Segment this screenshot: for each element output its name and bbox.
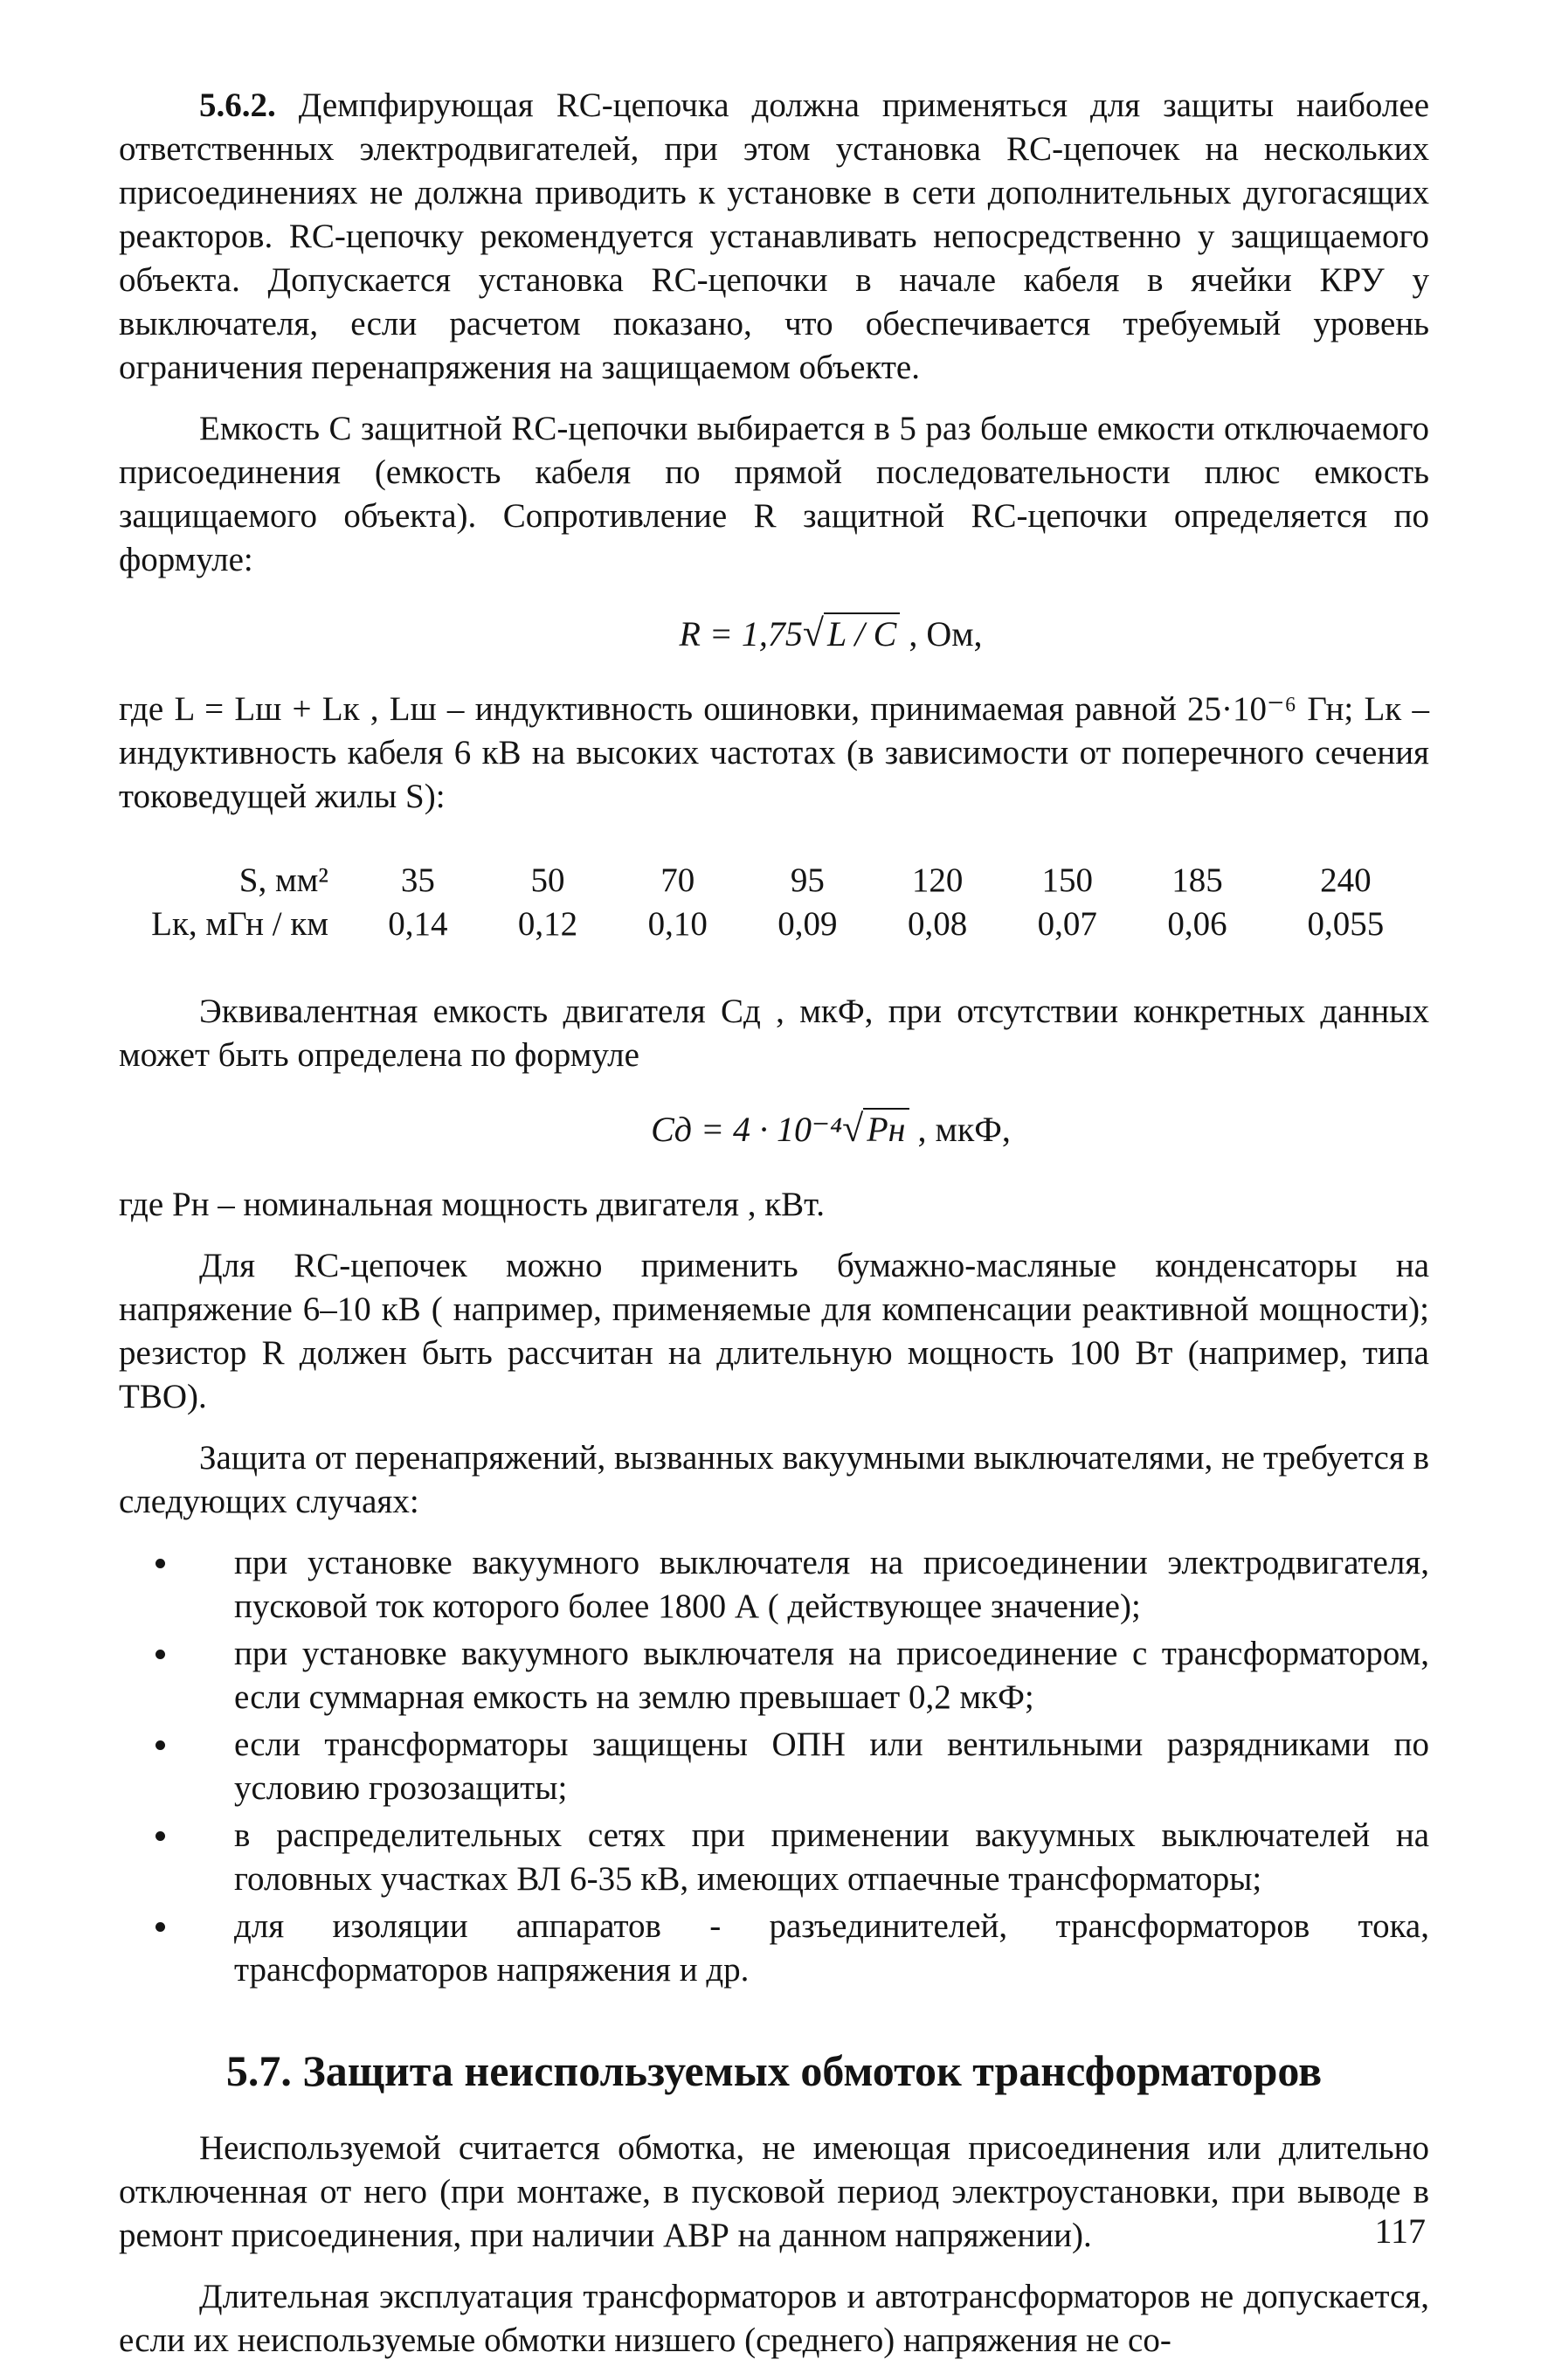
page-content [119,84,1429,2380]
table-cell: 0,14 [388,905,448,943]
table-cell: 240 [1320,861,1372,899]
bullet-icon [155,1559,165,1568]
paragraph-text: Демпфирующая RC-цепочка должна применяться для защиты наиболее ответственных электродвигателей, при этом установка RC-цепочек на нескольких присоединениях не должна приводить к установке в сети дополнительных дугогасящих реакторов. RC-цепочку рекомендуется устанавливать непосредственно у защищаемого объекта. Допускается установка RC-цепочки в начале кабеля в ячейки КРУ у выключателя, если расчетом показано, что обеспечивается требуемый уровень ограничения перенапряжения на защищаемом объекте. [119,86,1430,386]
formula-unit: , мкФ, [917,1110,1011,1149]
paragraph-unused-winding: Неиспользуемой считается обмотка, не имеющая присоединения или длительно отключенная от него (при монтаже, в пусковой период электроустановки, при выводе в ремонт присоединения, при наличии АВР на данном напряжении). [119,2129,1429,2254]
bullet-icon [155,1831,165,1841]
row-label-inductance: Lк, мГн / км [151,905,328,943]
table-cell: 0,10 [647,905,708,943]
sqrt-icon: √ [802,612,825,654]
table-cell: 185 [1171,861,1223,899]
list-item-text: при установке вакуумного выключателя на присоединение с трансформатором, если суммарная емкость на землю превышает 0,2 мкФ; [234,1635,1429,1716]
formula-motor-capacitance [232,1107,1429,1152]
bullet-icon [155,1922,165,1932]
list-item-text: если трансформаторы защищены ОПН или вентильными разрядниками по условию грозозащиты; [234,1726,1429,1807]
list-item [119,1541,1429,1629]
table-cell: 35 [400,861,435,899]
formula-resistance [232,612,1429,656]
list-item [119,1814,1429,1901]
section-number: 5.6.2. [199,86,276,124]
paragraph-capacitors: Для RC-цепочек можно применить бумажно-масляные конденсаторы на напряжение 6–10 кВ ( например, применяемые для компенсации реактивной мощности); резистор R должен быть рассчитан на длительную мощность 100 Вт (например, типа ТВО). [119,1247,1429,1415]
list-item [119,1723,1429,1810]
paragraph-5-6-2 [119,84,1429,390]
table-cell: 0,09 [777,905,838,943]
table-cell: 0,08 [907,905,968,943]
paragraph-where-l: где L = Lш + Lк , Lш – индуктивность ошиновки, принимаемая равной 25·10⁻⁶ Гн; Lк – индуктивность кабеля 6 кВ на высоких частотах (в зависимости от поперечного сечения токоведущей жилы S): [119,690,1429,815]
paragraph-capacitance: Емкость C защитной RC-цепочки выбирается в 5 раз больше емкости отключаемого присоединения (емкость кабеля по прямой последовательности плюс емкость защищаемого объекта). Сопротивление R защитной RC-цепочки определяется по формуле: [119,410,1429,578]
paragraph-operation: Длительная эксплуатация трансформаторов и автотрансформаторов не допускается, если их неиспользуемые обмотки низшего (среднего) напряжения не со- [119,2278,1429,2359]
bullet-icon [155,1740,165,1750]
table-row [119,859,1429,903]
table-cell: 70 [660,861,695,899]
table-cell: 120 [911,861,964,899]
row-label-section: S, мм² [238,861,328,899]
table-cell: 0,055 [1307,905,1385,943]
bullet-icon [155,1650,165,1659]
formula-unit: , Ом, [909,614,983,654]
table-row [119,903,1429,946]
table-cell: 150 [1041,861,1094,899]
table-cell: 0,07 [1037,905,1097,943]
table-cell: 0,12 [517,905,578,943]
table-cell: 0,06 [1167,905,1227,943]
list-item-text: при установке вакуумного выключателя на присоединении электродвигателя, пусковой ток которого более 1800 А ( действующее значение); [234,1544,1429,1625]
table-cell: 50 [530,861,565,899]
paragraph-where-p: где Pн – номинальная мощность двигателя , кВт. [119,1186,826,1223]
cases-list [119,1541,1429,1992]
list-item-text: в распределительных сетях при применении вакуумных выключателей на головных участках ВЛ 6-35 кВ, имеющих отпаечные трансформаторы; [234,1816,1429,1898]
paragraph-motor-capacitance: Эквивалентная емкость двигателя Cд , мкФ, при отсутствии конкретных данных может быть определена по формуле [119,993,1429,1074]
paragraph-cases: Защита от перенапряжений, вызванных вакуумными выключателями, не требуется в следующих случаях: [119,1439,1429,1520]
list-item [119,1905,1429,1992]
cross-section-table [119,859,1429,946]
page-number: 117 [1374,2211,1426,2251]
formula-radicand: L / C [824,612,900,654]
formula-radicand: Pн [863,1108,909,1149]
list-item-text: для изоляции аппаратов - разъединителей, трансформаторов тока, трансформаторов напряжения и др. [234,1907,1429,1989]
formula-lhs: Cд = 4 · 10⁻⁴ [651,1110,843,1149]
sqrt-icon: √ [842,1107,864,1150]
table-cell: 95 [790,861,825,899]
section-heading: 5.7. Защита неиспользуемых обмоток трансформаторов [225,2046,1323,2095]
list-item [119,1632,1429,1719]
formula-lhs: R = 1,75 [679,614,803,654]
